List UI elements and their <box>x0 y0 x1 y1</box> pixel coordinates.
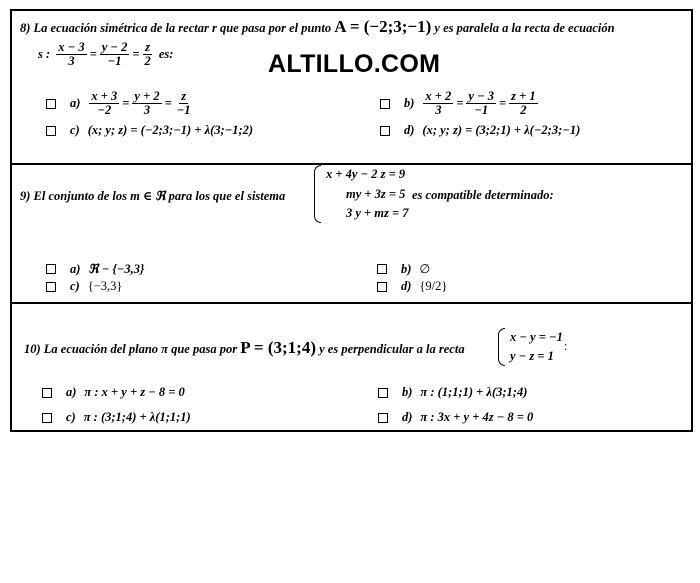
q10-point: P = (3;1;4) <box>240 338 316 357</box>
q9-option-c[interactable]: c) {−3,3} <box>46 279 122 294</box>
checkbox-d[interactable] <box>378 413 388 423</box>
q10-option-d[interactable]: d) π : 3x + y + 4z − 8 = 0 <box>378 410 533 425</box>
checkbox-b[interactable] <box>380 99 390 109</box>
q10-option-b[interactable]: b) π : (1;1;1) + λ(3;1;4) <box>378 385 527 400</box>
q9-system: x + 4y − 2 z = 9 my + 3z = 5 3 y + mz = 7 <box>314 165 409 223</box>
checkbox-a[interactable] <box>42 388 52 398</box>
s-frac-3: $\frac{z}{2}$ <box>144 40 151 68</box>
brace-icon <box>314 165 321 223</box>
question-8 <box>12 11 691 165</box>
question-9 <box>12 163 691 304</box>
q9-option-d[interactable]: d) {9/2} <box>377 279 447 294</box>
q9-prompt-b: es compatible determinado: <box>412 188 554 202</box>
q8-prompt <box>20 17 615 37</box>
checkbox-b[interactable] <box>377 264 387 274</box>
s-frac-2: $\frac{y - 2}{-1}$ <box>101 40 128 68</box>
q9-option-a[interactable]: a) ℜ − {−3,3} <box>46 261 144 277</box>
q8-option-b[interactable]: b) $\frac{x + 2}{3}$ = $\frac{y - 3}{-1}$ = $\frac{z + 1}{2}$ <box>380 90 539 117</box>
q10-option-a[interactable]: a) π : x + y + z − 8 = 0 <box>42 385 185 400</box>
q8-point: A = (−2;3;−1) <box>334 17 432 36</box>
q8-s-label: s : <box>38 47 51 61</box>
q8-option-c[interactable]: c) (x; y; z) = (−2;3;−1) + λ(3;−1;2) <box>46 123 253 138</box>
checkbox-d[interactable] <box>380 126 390 136</box>
q10-option-c[interactable]: c) π : (3;1;4) + λ(1;1;1) <box>42 410 191 425</box>
q8-prompt-b: y es paralela a la recta de ecuación <box>434 21 615 35</box>
checkbox-c[interactable] <box>46 282 56 292</box>
checkbox-b[interactable] <box>378 388 388 398</box>
q10-prompt: 10) La ecuación del plano π que pasa por P = (3;1;4) y es perpendicular a la recta <box>24 338 465 357</box>
q8-prompt-a: 8) La ecuación simétrica de la rectar r que pasa por el punto <box>20 21 332 35</box>
q9-prompt-a: 9) El conjunto de los m ∈ ℜ para los que el sistema <box>20 189 286 203</box>
q10-system: x − y = −1 y − z = 1 <box>498 328 563 366</box>
q9-option-b[interactable]: b) ∅ <box>377 261 430 277</box>
checkbox-a[interactable] <box>46 99 56 109</box>
s-frac-1: $\frac{x - 3}{3}$ <box>58 40 85 68</box>
q8-option-d[interactable]: d) (x; y; z) = (3;2;1) + λ(−2;3;−1) <box>380 123 580 138</box>
checkbox-d[interactable] <box>377 282 387 292</box>
brace-icon <box>498 328 505 366</box>
checkbox-c[interactable] <box>46 126 56 136</box>
checkbox-c[interactable] <box>42 413 52 423</box>
q8-option-a[interactable]: a) $\frac{x + 3}{-2}$ = $\frac{y + 2}{3}$ = $\frac{z}{-1}$ <box>46 90 194 117</box>
checkbox-a[interactable] <box>46 264 56 274</box>
question-10: 10) La ecuación del plano π que pasa por P = (3;1;4) y es perpendicular a la recta x − y = −1 y − z = 1 : a) π : x + y + z − 8 = 0 b) π : (1;1;1) + λ(3;1;4) c) π : (3;1;4) + λ(1;1;1) d) π : 3x + y + 4z − 8 = 0 <box>24 330 568 424</box>
exam-sheet <box>10 9 693 432</box>
q8-line-s: s : $\frac{x - 3}{3}$ = $\frac{y - 2}{-1}$ = $\frac{z}{2}$ es: <box>38 40 174 68</box>
q8-s-tail: es: <box>158 47 174 61</box>
watermark: ALTILLO.COM <box>268 50 441 78</box>
